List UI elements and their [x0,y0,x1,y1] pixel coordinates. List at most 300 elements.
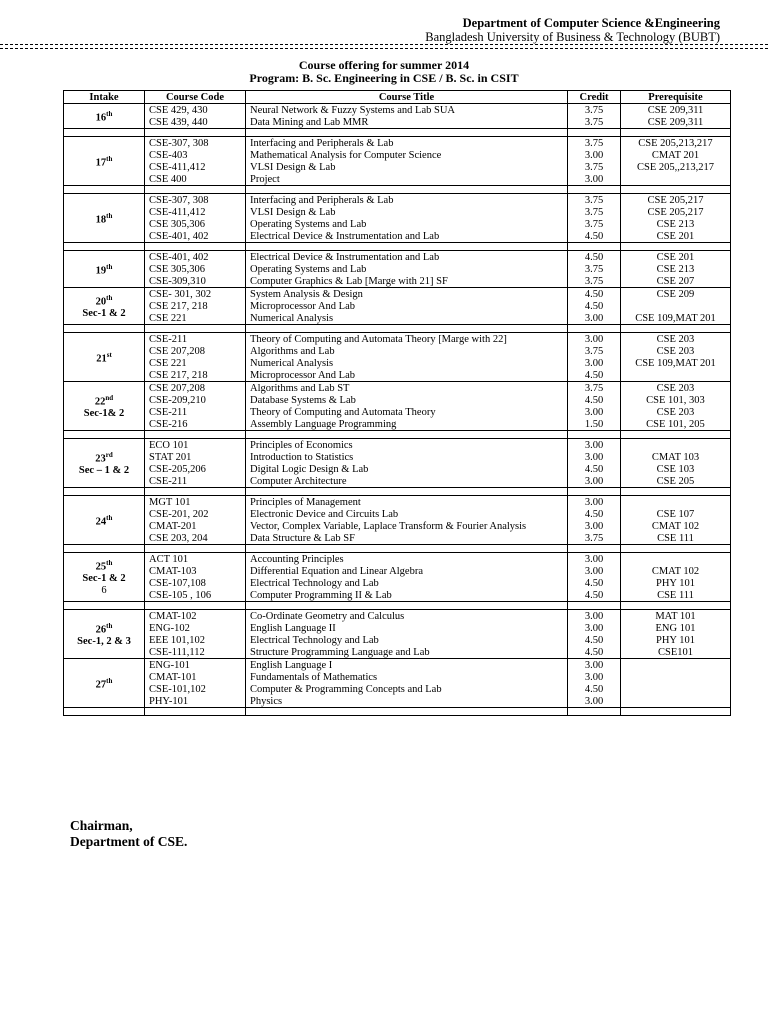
course-code-cell: CSE-307, 308 [145,194,246,207]
course-row [64,173,731,186]
course-table-body [64,104,731,716]
course-title-cell: Differential Equation and Linear Algebra [246,565,568,577]
intake-ordinal-suffix: th [106,154,113,163]
spacer-cell [246,243,568,251]
spacer-cell [568,186,621,194]
course-row [64,508,731,520]
spacer-cell [621,243,731,251]
prerequisite-cell: CSE 209,311 [621,116,731,129]
spacer-cell [64,602,145,610]
spacer-cell [145,602,246,610]
spacer-cell [145,243,246,251]
credit-cell: 3.75 [568,382,621,395]
intake-section: 6 [101,585,107,597]
credit-cell: 4.50 [568,369,621,382]
course-title-cell: Microprocessor And Lab [246,300,568,312]
credit-cell: 3.75 [568,532,621,545]
course-title-cell: Data Structure & Lab SF [246,532,568,545]
intake-ordinal-suffix: th [106,558,113,567]
course-title-cell: Vector, Complex Variable, Laplace Transform & Fourier Analysis [246,520,568,532]
course-code-cell: STAT 201 [145,451,246,463]
spacer-cell [246,602,568,610]
credit-cell: 3.75 [568,218,621,230]
prerequisite-cell [621,496,731,509]
course-code-cell: CSE 305,306 [145,218,246,230]
credit-cell: 3.75 [568,206,621,218]
intake-number: 17 [95,157,107,169]
intake-section: Sec-1, 2 & 3 [77,636,131,648]
spacer-cell [64,325,145,333]
intake-ordinal-suffix: th [106,262,113,271]
course-code-cell: CSE-307, 308 [145,137,246,150]
course-title-cell: Principles of Economics [246,439,568,452]
group-spacer-row [64,488,731,496]
prerequisite-cell: CSE 203 [621,345,731,357]
course-title-cell: Accounting Principles [246,553,568,566]
course-title-cell: Data Mining and Lab MMR [246,116,568,129]
course-row [64,275,731,288]
course-code-cell: CSE-101,102 [145,683,246,695]
intake-number: 22 [94,396,106,408]
intake-cell [64,288,145,325]
intake-section: Sec-1 & 2 [82,573,126,585]
intake-cell [64,137,145,186]
prerequisite-cell: CSE 111 [621,589,731,602]
credit-cell: 3.00 [568,475,621,488]
course-code-cell: MGT 101 [145,496,246,509]
intake-cell [64,194,145,243]
course-row [64,589,731,602]
intake-number: 21 [96,353,107,365]
course-row [64,622,731,634]
course-code-cell: CSE 207,208 [145,345,246,357]
intake-cell [64,333,145,382]
course-title-cell: Algorithms and Lab ST [246,382,568,395]
prerequisite-cell [621,683,731,695]
course-code-cell: CSE 221 [145,357,246,369]
spacer-cell [145,488,246,496]
course-row [64,451,731,463]
prerequisite-cell: CSE 205,217 [621,194,731,207]
prerequisite-cell: CMAT 103 [621,451,731,463]
course-row [64,382,731,395]
spacer-cell [246,431,568,439]
course-title-cell: Structure Programming Language and Lab [246,646,568,659]
course-code-cell: CSE 400 [145,173,246,186]
course-code-cell: CSE-111,112 [145,646,246,659]
column-header-intake: Intake [64,91,145,104]
course-row [64,610,731,623]
intake-ordinal-suffix: st [106,350,112,359]
column-header-credit: Credit [568,91,621,104]
course-title-cell: Interfacing and Peripherals & Lab [246,137,568,150]
spacer-cell [64,545,145,553]
credit-cell: 3.00 [568,406,621,418]
intake-cell [64,104,145,129]
intake-cell [64,610,145,659]
intake-number: 27 [95,679,107,691]
credit-cell: 3.75 [568,137,621,150]
course-code-cell: CSE 217, 218 [145,369,246,382]
spacer-cell [568,243,621,251]
course-title-cell: Computer Graphics & Lab [Marge with 21] SF [246,275,568,288]
course-title-cell: Digital Logic Design & Lab [246,463,568,475]
course-row [64,634,731,646]
credit-cell: 3.00 [568,149,621,161]
course-code-cell: CSE-201, 202 [145,508,246,520]
course-code-cell: CSE 221 [145,312,246,325]
spacer-cell [621,602,731,610]
course-title-cell: Neural Network & Fuzzy Systems and Lab SUA [246,104,568,117]
course-code-cell: CSE 217, 218 [145,300,246,312]
intake-number: 19 [95,265,107,277]
course-code-cell: CSE 429, 430 [145,104,246,117]
prerequisite-cell: CSE 209 [621,288,731,301]
prerequisite-cell [621,553,731,566]
intake-cell [64,553,145,602]
university-name: Bangladesh University of Business & Technology (BUBT) [425,30,720,44]
credit-cell: 4.50 [568,508,621,520]
intake-ordinal-suffix: th [106,293,113,302]
prerequisite-cell: CSE 101, 205 [621,418,731,431]
course-code-cell: ENG-102 [145,622,246,634]
prerequisite-cell: CSE 205,217 [621,206,731,218]
group-spacer-row [64,325,731,333]
course-title-cell: Introduction to Statistics [246,451,568,463]
column-header-prerequisite: Prerequisite [621,91,731,104]
course-code-cell: CSE-309,310 [145,275,246,288]
course-row [64,116,731,129]
spacer-cell [621,708,731,716]
group-spacer-row [64,186,731,194]
intake-cell [64,382,145,431]
course-row [64,418,731,431]
course-row [64,646,731,659]
course-code-cell: ENG-101 [145,659,246,672]
spacer-cell [621,431,731,439]
column-header-course-code: Course Code [145,91,246,104]
credit-cell: 4.50 [568,394,621,406]
course-code-cell: CMAT-201 [145,520,246,532]
course-row [64,565,731,577]
course-row [64,137,731,150]
prerequisite-cell: MAT 101 [621,610,731,623]
intake-ordinal-suffix: th [106,211,113,220]
course-title-cell: Numerical Analysis [246,357,568,369]
prerequisite-cell [621,671,731,683]
course-title-cell: System Analysis & Design [246,288,568,301]
spacer-cell [145,186,246,194]
credit-cell: 3.75 [568,194,621,207]
intake-number: 20 [95,296,107,308]
course-row [64,263,731,275]
prerequisite-cell: PHY 101 [621,577,731,589]
credit-cell: 3.00 [568,439,621,452]
course-row [64,695,731,708]
credit-cell: 3.75 [568,263,621,275]
spacer-cell [246,488,568,496]
course-row [64,553,731,566]
course-row [64,496,731,509]
course-title-cell: English Language II [246,622,568,634]
course-title-cell: Database Systems & Lab [246,394,568,406]
course-code-cell: CSE- 301, 302 [145,288,246,301]
prerequisite-cell: PHY 101 [621,634,731,646]
course-code-cell: ECO 101 [145,439,246,452]
course-code-cell: CSE-211 [145,475,246,488]
spacer-cell [568,431,621,439]
prerequisite-cell: CMAT 102 [621,565,731,577]
course-row [64,671,731,683]
spacer-cell [145,708,246,716]
prerequisite-cell: CSE 101, 303 [621,394,731,406]
course-title-cell: Electrical Technology and Lab [246,577,568,589]
course-offering-table [63,90,731,716]
course-title-cell: Numerical Analysis [246,312,568,325]
prerequisite-cell: CMAT 102 [621,520,731,532]
intake-section: Sec – 1 & 2 [78,465,130,477]
course-code-cell: CSE-105 , 106 [145,589,246,602]
group-spacer-row [64,243,731,251]
course-row [64,463,731,475]
course-code-cell: CMAT-103 [145,565,246,577]
credit-cell: 4.50 [568,251,621,264]
credit-cell: 3.00 [568,520,621,532]
credit-cell: 3.00 [568,695,621,708]
course-title-cell: Operating Systems and Lab [246,218,568,230]
group-spacer-row [64,129,731,137]
department-name: Department of Computer Science &Engineering [462,16,720,30]
spacer-cell [64,129,145,137]
prerequisite-cell: CSE101 [621,646,731,659]
course-title-cell: Electrical Device & Instrumentation and Lab [246,251,568,264]
spacer-cell [246,545,568,553]
spacer-cell [568,708,621,716]
intake-section: Sec-1 & 2 [82,308,126,320]
spacer-cell [568,325,621,333]
course-title-cell: Microprocessor And Lab [246,369,568,382]
course-title-cell: Computer Programming II & Lab [246,589,568,602]
course-code-cell: CSE 305,306 [145,263,246,275]
prerequisite-cell: CSE 109,MAT 201 [621,357,731,369]
credit-cell: 4.50 [568,230,621,243]
course-row [64,683,731,695]
course-row [64,206,731,218]
course-row [64,345,731,357]
course-title-cell: Computer & Programming Concepts and Lab [246,683,568,695]
course-title-cell: Assembly Language Programming [246,418,568,431]
spacer-cell [64,708,145,716]
course-row [64,194,731,207]
course-title-cell: Interfacing and Peripherals & Lab [246,194,568,207]
course-row [64,161,731,173]
course-code-cell: CSE-411,412 [145,161,246,173]
prerequisite-cell: CSE 205,213,217 [621,137,731,150]
course-code-cell: CMAT-102 [145,610,246,623]
group-spacer-row [64,708,731,716]
credit-cell: 3.00 [568,565,621,577]
group-spacer-row [64,545,731,553]
spacer-cell [246,325,568,333]
course-code-cell: EEE 101,102 [145,634,246,646]
course-code-cell: CSE-411,412 [145,206,246,218]
credit-cell: 3.75 [568,275,621,288]
course-code-cell: CSE 207,208 [145,382,246,395]
prerequisite-cell: CSE 205,,213,217 [621,161,731,173]
credit-cell: 4.50 [568,589,621,602]
credit-cell: 3.75 [568,345,621,357]
course-code-cell: ACT 101 [145,553,246,566]
course-row [64,475,731,488]
credit-cell: 4.50 [568,634,621,646]
spacer-cell [568,488,621,496]
credit-cell: 3.75 [568,116,621,129]
course-title-cell: Operating Systems and Lab [246,263,568,275]
intake-ordinal-suffix: nd [105,393,114,402]
credit-cell: 3.00 [568,312,621,325]
course-title-cell: Mathematical Analysis for Computer Science [246,149,568,161]
course-title-cell: Theory of Computing and Automata Theory [246,406,568,418]
credit-cell: 1.50 [568,418,621,431]
spacer-cell [64,431,145,439]
spacer-cell [145,431,246,439]
prerequisite-cell: CSE 201 [621,251,731,264]
spacer-cell [145,129,246,137]
spacer-cell [64,488,145,496]
intake-number: 26 [95,624,107,636]
credit-cell: 3.00 [568,553,621,566]
credit-cell: 3.00 [568,659,621,672]
table-header-row [64,91,731,104]
credit-cell: 3.00 [568,451,621,463]
course-row [64,218,731,230]
course-code-cell: CSE-216 [145,418,246,431]
spacer-cell [621,129,731,137]
prerequisite-cell: CSE 203 [621,333,731,346]
intake-number: 24 [95,516,107,528]
prerequisite-cell: CSE 207 [621,275,731,288]
spacer-cell [145,325,246,333]
header-divider [0,44,768,45]
course-code-cell: CSE 203, 204 [145,532,246,545]
signature-title: Chairman, [70,818,133,833]
spacer-cell [246,186,568,194]
signature-block [70,818,187,850]
prerequisite-cell [621,439,731,452]
course-title-cell: VLSI Design & Lab [246,206,568,218]
group-spacer-row [64,431,731,439]
intake-number: 23 [95,453,106,465]
spacer-cell [568,602,621,610]
intake-number: 18 [95,214,107,226]
intake-number: 25 [95,561,107,573]
course-code-cell: CSE-205,206 [145,463,246,475]
intake-ordinal-suffix: rd [105,450,113,459]
prerequisite-cell: CSE 213 [621,218,731,230]
intake-cell [64,496,145,545]
credit-cell: 3.00 [568,173,621,186]
course-row [64,312,731,325]
course-row [64,532,731,545]
course-row [64,659,731,672]
intake-ordinal-suffix: th [106,621,113,630]
prerequisite-cell: CSE 109,MAT 201 [621,312,731,325]
course-title-cell: Physics [246,695,568,708]
prerequisite-cell: CSE 107 [621,508,731,520]
spacer-cell [246,708,568,716]
prerequisite-cell [621,369,731,382]
prerequisite-cell: CSE 203 [621,382,731,395]
prerequisite-cell: ENG 101 [621,622,731,634]
prerequisite-cell: CMAT 201 [621,149,731,161]
prerequisite-cell [621,173,731,186]
prerequisite-cell: CSE 201 [621,230,731,243]
course-title-cell: VLSI Design & Lab [246,161,568,173]
credit-cell: 4.50 [568,646,621,659]
credit-cell: 3.00 [568,610,621,623]
course-title-cell: Co-Ordinate Geometry and Calculus [246,610,568,623]
prerequisite-cell: CSE 205 [621,475,731,488]
course-title-cell: Electrical Technology and Lab [246,634,568,646]
signature-department: Department of CSE. [70,834,188,849]
course-code-cell: CSE-403 [145,149,246,161]
spacer-cell [64,186,145,194]
credit-cell: 4.50 [568,288,621,301]
spacer-cell [145,545,246,553]
credit-cell: 3.75 [568,104,621,117]
course-code-cell: CSE-211 [145,333,246,346]
prerequisite-cell: CSE 111 [621,532,731,545]
spacer-cell [621,488,731,496]
course-row [64,251,731,264]
intake-cell [64,439,145,488]
prerequisite-cell [621,659,731,672]
prerequisite-cell: CSE 203 [621,406,731,418]
course-title-cell: Principles of Management [246,496,568,509]
credit-cell: 4.50 [568,577,621,589]
course-title-cell: Algorithms and Lab [246,345,568,357]
prerequisite-cell [621,300,731,312]
course-code-cell: CMAT-101 [145,671,246,683]
prerequisite-cell: CSE 103 [621,463,731,475]
credit-cell: 3.75 [568,161,621,173]
intake-section: Sec-1& 2 [83,408,125,420]
course-row [64,577,731,589]
prerequisite-cell [621,695,731,708]
course-row [64,288,731,301]
course-title-cell: English Language I [246,659,568,672]
course-row [64,406,731,418]
spacer-cell [621,545,731,553]
intake-ordinal-suffix: th [106,676,113,685]
credit-cell: 4.50 [568,683,621,695]
course-row [64,104,731,117]
course-title-cell: Theory of Computing and Automata Theory [Marge with 22] [246,333,568,346]
course-title-cell: Electrical Device & Instrumentation and Lab [246,230,568,243]
credit-cell: 4.50 [568,300,621,312]
intake-ordinal-suffix: th [106,513,113,522]
spacer-cell [64,243,145,251]
course-row [64,520,731,532]
spacer-cell [621,186,731,194]
course-row [64,230,731,243]
intake-number: 16 [95,112,107,124]
group-spacer-row [64,602,731,610]
course-code-cell: CSE-209,210 [145,394,246,406]
prerequisite-cell: CSE 213 [621,263,731,275]
spacer-cell [246,129,568,137]
course-row [64,439,731,452]
